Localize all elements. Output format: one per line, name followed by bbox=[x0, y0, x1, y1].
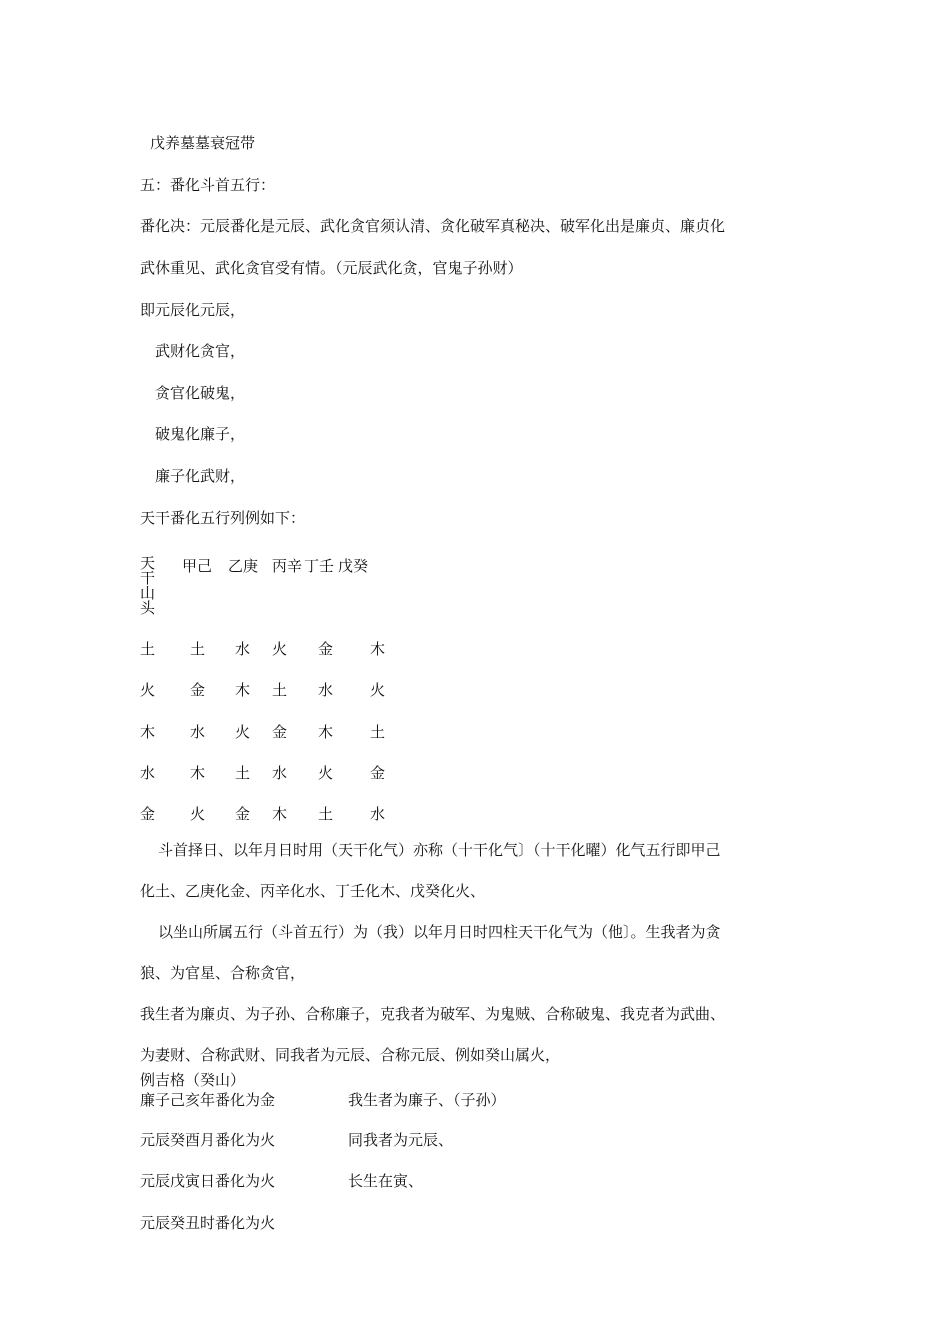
table-header-cell: 丙辛 bbox=[272, 557, 303, 575]
example-left-line: 元辰戊寅日番化为火 bbox=[140, 1172, 276, 1190]
text-line: 化土、乙庚化金、丙辛化水、丁壬化木、戊癸化火、 bbox=[140, 882, 486, 900]
table-cell: 火 bbox=[370, 681, 386, 699]
table-cell: 水 bbox=[370, 805, 386, 823]
table-cell: 土 bbox=[235, 764, 251, 782]
text-line: 为妻财、合称武财、同我者为元辰、合称元辰、例如癸山属火， bbox=[140, 1046, 561, 1064]
text-line: 狼、为官星、合称贪官， bbox=[140, 964, 306, 982]
text-line: 戊养墓墓衰冠带 bbox=[150, 134, 256, 152]
table-cell: 金 bbox=[370, 764, 386, 782]
table-cell: 金 bbox=[140, 805, 156, 823]
table-cell: 水 bbox=[140, 764, 156, 782]
section-heading: 五：番化斗首五行： bbox=[140, 176, 276, 194]
table-cell: 水 bbox=[272, 764, 288, 782]
table-header-cell: 天干山头 bbox=[140, 554, 156, 617]
text-line: 破鬼化廉子， bbox=[155, 425, 246, 443]
table-cell: 火 bbox=[318, 764, 334, 782]
table-cell: 木 bbox=[235, 681, 251, 699]
table-header-cell: 戊癸 bbox=[338, 557, 369, 575]
example-left-line: 元辰癸酉月番化为火 bbox=[140, 1131, 276, 1149]
example-left-line: 廉子己亥年番化为金 bbox=[140, 1091, 276, 1109]
table-cell: 火 bbox=[140, 681, 156, 699]
table-header-cell: 乙庚 bbox=[228, 557, 259, 575]
table-cell: 木 bbox=[318, 723, 334, 741]
text-line: 贪官化破鬼， bbox=[155, 384, 246, 402]
table-cell: 火 bbox=[272, 640, 288, 658]
example-right-line: 同我者为元辰、 bbox=[348, 1131, 454, 1149]
text-line: 天干番化五行列例如下： bbox=[140, 509, 306, 527]
table-cell: 水 bbox=[190, 723, 206, 741]
text-line: 我生者为廉贞、为子孙、合称廉子，克我者为破军、为鬼贼、合称破鬼、我克者为武曲、 bbox=[140, 1005, 726, 1023]
text-line: 番化决：元辰番化是元辰、武化贪官须认清、贪化破军真秘决、破军化出是廉贞、廉贞化 bbox=[140, 217, 726, 235]
table-cell: 金 bbox=[318, 640, 334, 658]
table-cell: 金 bbox=[235, 805, 251, 823]
table-cell: 水 bbox=[235, 640, 251, 658]
text-line: 廉子化武财， bbox=[155, 467, 246, 485]
table-cell: 木 bbox=[140, 723, 156, 741]
table-cell: 金 bbox=[190, 681, 206, 699]
table-cell: 土 bbox=[370, 723, 386, 741]
table-cell: 木 bbox=[190, 764, 206, 782]
example-title: 例吉格（癸山） bbox=[140, 1071, 246, 1089]
text-line: 武财化贪官， bbox=[155, 342, 246, 360]
text-line: 斗首择日、以年月日时用（天干化气）亦称（十干化气〕（十干化曜）化气五行即甲己 bbox=[158, 841, 721, 859]
table-cell: 土 bbox=[318, 805, 334, 823]
table-cell: 木 bbox=[370, 640, 386, 658]
table-cell: 土 bbox=[190, 640, 206, 658]
table-cell: 火 bbox=[235, 723, 251, 741]
example-left-line: 元辰癸丑时番化为火 bbox=[140, 1214, 276, 1232]
table-cell: 火 bbox=[190, 805, 206, 823]
text-line: 以坐山所属五行（斗首五行）为（我）以年月日时四柱天干化气为（他〕。生我者为贪 bbox=[158, 923, 721, 941]
table-cell: 木 bbox=[272, 805, 288, 823]
table-cell: 水 bbox=[318, 681, 334, 699]
table-cell: 金 bbox=[272, 723, 288, 741]
table-cell: 土 bbox=[272, 681, 288, 699]
table-header-cell: 丁壬 bbox=[304, 557, 335, 575]
text-line: 即元辰化元辰， bbox=[140, 301, 246, 319]
table-header-cell: 甲己 bbox=[182, 557, 213, 575]
example-right-line: 我生者为廉子、（子孙） bbox=[348, 1091, 506, 1109]
text-line: 武休重见、武化贪官受有情。（元辰武化贪，官鬼子孙财） bbox=[140, 259, 523, 277]
example-right-line: 长生在寅、 bbox=[348, 1172, 424, 1190]
table-cell: 土 bbox=[140, 640, 156, 658]
